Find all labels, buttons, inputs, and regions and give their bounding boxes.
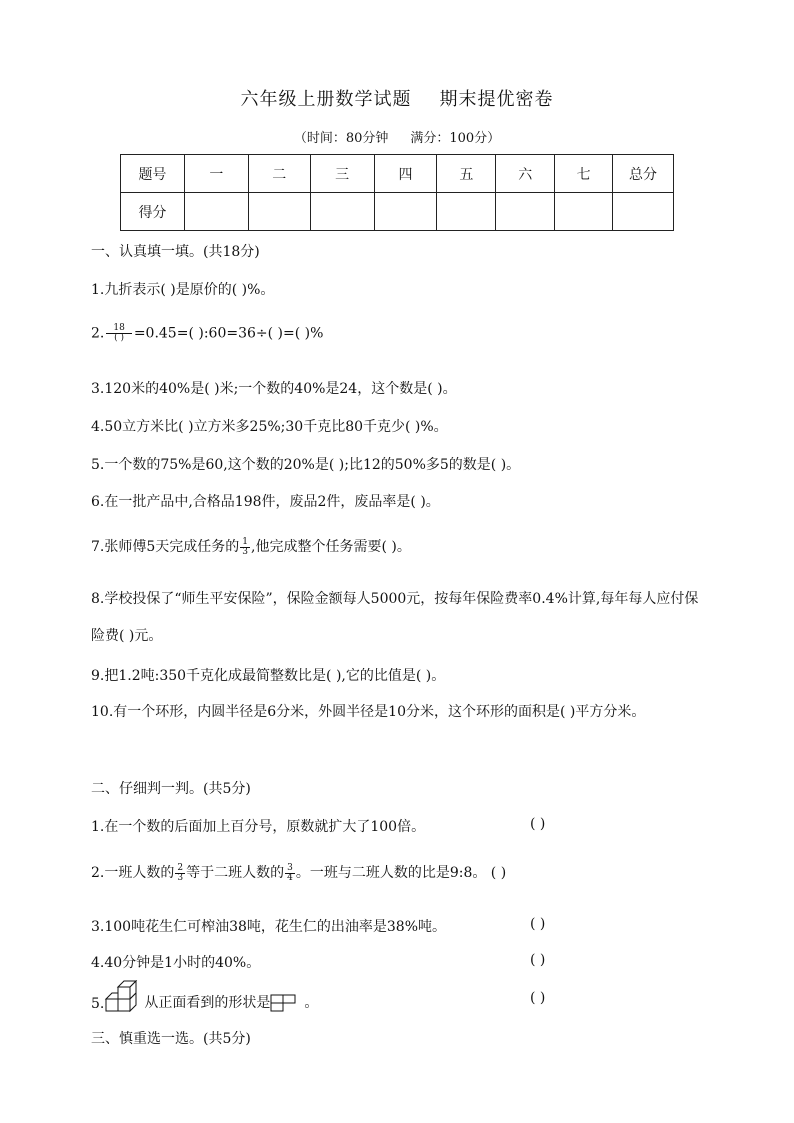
question-number: 2. xyxy=(91,325,105,342)
score-table-score-row xyxy=(121,193,674,231)
fraction-denominator: 4 xyxy=(287,872,293,883)
fraction-numerator: 2 xyxy=(177,862,184,873)
table-cell: 六 xyxy=(496,155,555,193)
fraction-numerator: 18 xyxy=(113,323,125,333)
question-2-5 xyxy=(91,980,318,1012)
score-cell[interactable] xyxy=(310,193,374,231)
table-cell: 二 xyxy=(248,155,310,193)
question-1-8: 8.学校投保了“师生平安保险”，保险金额每人5000元，按每年保险费率0.4%计算,每年每人应付保险费( )元。 xyxy=(91,591,699,644)
judge-paren[interactable]: ( ) xyxy=(530,952,546,968)
title-main: 六年级上册数学试题 xyxy=(240,89,412,110)
fraction xyxy=(285,864,295,883)
table-cell: 一 xyxy=(184,155,248,193)
fraction xyxy=(240,538,250,557)
question-1-5: 5.一个数的75%是60,这个数的20%是( );比12的50%多5的数是( )。 xyxy=(91,457,521,473)
question-text: 从正面看到的形状是 xyxy=(144,995,271,1011)
question-text: 7.张师傅5天完成任务的 xyxy=(91,539,240,555)
score-table-header-row xyxy=(121,155,674,193)
exam-info xyxy=(0,127,794,146)
fraction-numerator: 3 xyxy=(287,862,293,873)
question-1-2 xyxy=(91,324,323,343)
page-title xyxy=(0,85,794,111)
fraction xyxy=(175,864,185,883)
section-title: 二、仔细判一判。(共5分) xyxy=(91,781,251,797)
question-1-1: 1.九折表示( )是原价的( )%。 xyxy=(91,282,275,298)
question-1-7 xyxy=(91,536,411,557)
title-sub: 期末提优密卷 xyxy=(439,89,554,110)
question-text: ,他完成整个任务需要( )。 xyxy=(251,539,411,555)
question-text: =0.45=( ):60=36÷( )=( )% xyxy=(133,325,324,342)
score-cell[interactable] xyxy=(248,193,310,231)
question-text: 等于二班人数的 xyxy=(186,865,285,881)
fraction-denominator: ( ) xyxy=(106,333,132,343)
exam-time: （时间：80分钟 xyxy=(293,131,389,146)
exam-full-score: 满分：100分） xyxy=(410,131,501,146)
cube-stack-figure xyxy=(104,980,140,1012)
section-title: 三、慎重选一选。(共5分) xyxy=(91,1031,251,1047)
question-text: 。一班与二班人数的比是9:8。 ( ) xyxy=(295,865,507,881)
fraction xyxy=(105,324,132,343)
front-view-figure xyxy=(270,994,296,1012)
question-2-4: 4.40分钟是1小时的40%。 xyxy=(91,955,261,971)
judge-paren[interactable]: ( ) xyxy=(530,990,546,1006)
table-cell: 得分 xyxy=(121,193,185,231)
question-2-3: 3.100吨花生仁可榨油38吨，花生仁的出油率是38%吨。 xyxy=(91,919,447,935)
fraction-denominator: 3 xyxy=(242,546,248,557)
table-cell: 四 xyxy=(374,155,437,193)
judge-paren[interactable]: ( ) xyxy=(530,916,546,932)
score-cell[interactable] xyxy=(374,193,437,231)
question-1-4: 4.50立方米比( )立方米多25%;30千克比80千克少( )%。 xyxy=(91,419,448,435)
score-cell[interactable] xyxy=(496,193,555,231)
question-text: 。 xyxy=(304,995,319,1011)
table-cell: 题号 xyxy=(121,155,185,193)
question-2-1: 1.在一个数的后面加上百分号，原数就扩大了100倍。 xyxy=(91,819,426,835)
question-1-6: 6.在一批产品中,合格品198件，废品2件，废品率是( )。 xyxy=(91,494,440,510)
score-cell[interactable] xyxy=(613,193,674,231)
question-2-2 xyxy=(91,862,506,883)
table-cell: 总分 xyxy=(613,155,674,193)
table-cell: 五 xyxy=(437,155,496,193)
judge-paren[interactable]: ( ) xyxy=(530,816,546,832)
question-1-3: 3.120米的40%是( )米;一个数的40%是24，这个数是( )。 xyxy=(91,381,457,397)
score-cell[interactable] xyxy=(555,193,613,231)
question-1-10: 10.有一个环形，内圆半径是6分米，外圆半径是10分米，这个环形的面积是( )平方分米。 xyxy=(91,704,646,720)
score-cell[interactable] xyxy=(184,193,248,231)
table-cell: 三 xyxy=(310,155,374,193)
question-number: 5. xyxy=(91,996,105,1012)
fraction-denominator: 3 xyxy=(177,872,184,883)
fraction-numerator: 1 xyxy=(242,536,248,547)
question-text: 2.一班人数的 xyxy=(91,865,175,881)
score-table xyxy=(120,154,674,231)
section-title: 一、认真填一填。(共18分) xyxy=(91,244,260,260)
table-cell: 七 xyxy=(555,155,613,193)
question-1-9: 9.把1.2吨:350千克化成最简整数比是( ),它的比值是( )。 xyxy=(91,668,446,684)
score-cell[interactable] xyxy=(437,193,496,231)
